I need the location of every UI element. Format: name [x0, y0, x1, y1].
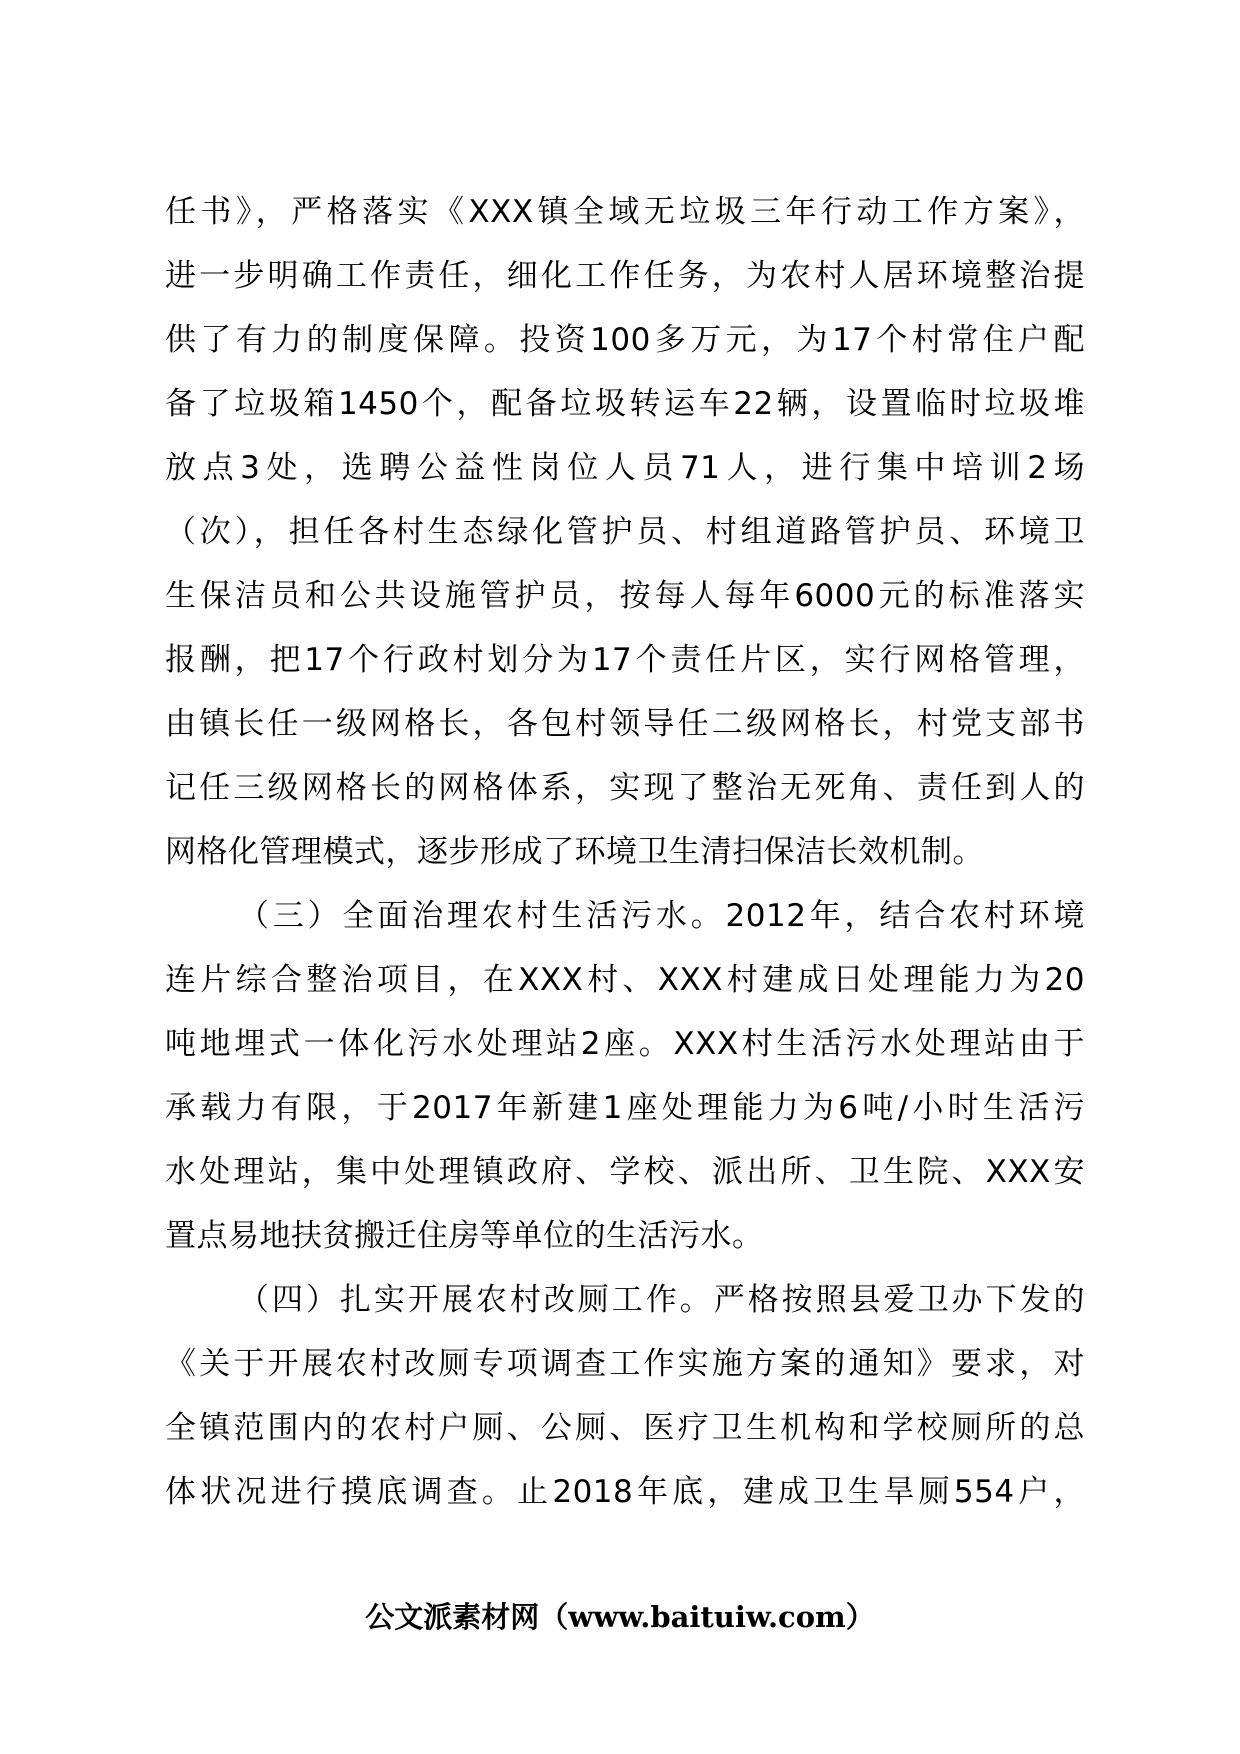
paragraph-line: 置点易地扶贫搬迁住房等单位的生活污水。 — [165, 1218, 764, 1254]
section-heading-line: （四）扎实开展农村改厕工作。严格按照县爱卫办下发的 — [238, 1282, 1085, 1318]
paragraph-line: 供了有力的制度保障。投资100多万元，为17个村常住户配 — [165, 322, 1085, 358]
paragraph-line: 连片综合整治项目，在XXX村、XXX村建成日处理能力为20 — [165, 962, 1085, 998]
section-heading-line: （三）全面治理农村生活污水。2012年，结合农村环境 — [238, 898, 1085, 934]
paragraph-line: 网格化管理模式，逐步形成了环境卫生清扫保洁长效机制。 — [165, 834, 984, 870]
paragraph-line: 全镇范围内的农村户厕、公厕、医疗卫生机构和学校厕所的总 — [165, 1410, 1085, 1446]
paragraph-line: （次），担任各村生态绿化管护员、村组道路管护员、环境卫 — [165, 514, 1085, 550]
paragraph-line: 体状况进行摸底调查。止2018年底，建成卫生旱厕554户， — [165, 1474, 1085, 1510]
paragraph-line: 承载力有限，于2017年新建1座处理能力为6吨/小时生活污 — [165, 1090, 1085, 1126]
paragraph-line: 吨地埋式一体化污水处理站2座。XXX村生活污水处理站由于 — [165, 1026, 1085, 1062]
paragraph-line: 记任三级网格长的网格体系，实现了整治无死角、责任到人的 — [165, 770, 1085, 806]
paragraph-line: 任书》，严格落实《XXX镇全域无垃圾三年行动工作方案》， — [165, 194, 1085, 230]
paragraph-line: 由镇长任一级网格长，各包村领导任二级网格长，村党支部书 — [165, 706, 1085, 742]
paragraph-line: 《关于开展农村改厕专项调查工作实施方案的通知》要求，对 — [165, 1346, 1085, 1382]
paragraph-line: 报酬，把17个行政村划分为17个责任片区，实行网格管理， — [165, 642, 1085, 678]
paragraph-line: 生保洁员和公共设施管护员，按每人每年6000元的标准落实 — [165, 578, 1085, 614]
paragraph-line: 放点3处，选聘公益性岗位人员71人，进行集中培训2场 — [165, 450, 1085, 486]
paragraph-line: 进一步明确工作责任，细化工作任务，为农村人居环境整治提 — [165, 258, 1085, 294]
paragraph-line: 水处理站，集中处理镇政府、学校、派出所、卫生院、XXX安 — [165, 1154, 1085, 1190]
footer-watermark: 公文派素材网（www.baituiw.com） — [365, 1600, 875, 1634]
paragraph-line: 备了垃圾箱1450个，配备垃圾转运车22辆，设置临时垃圾堆 — [165, 386, 1085, 422]
